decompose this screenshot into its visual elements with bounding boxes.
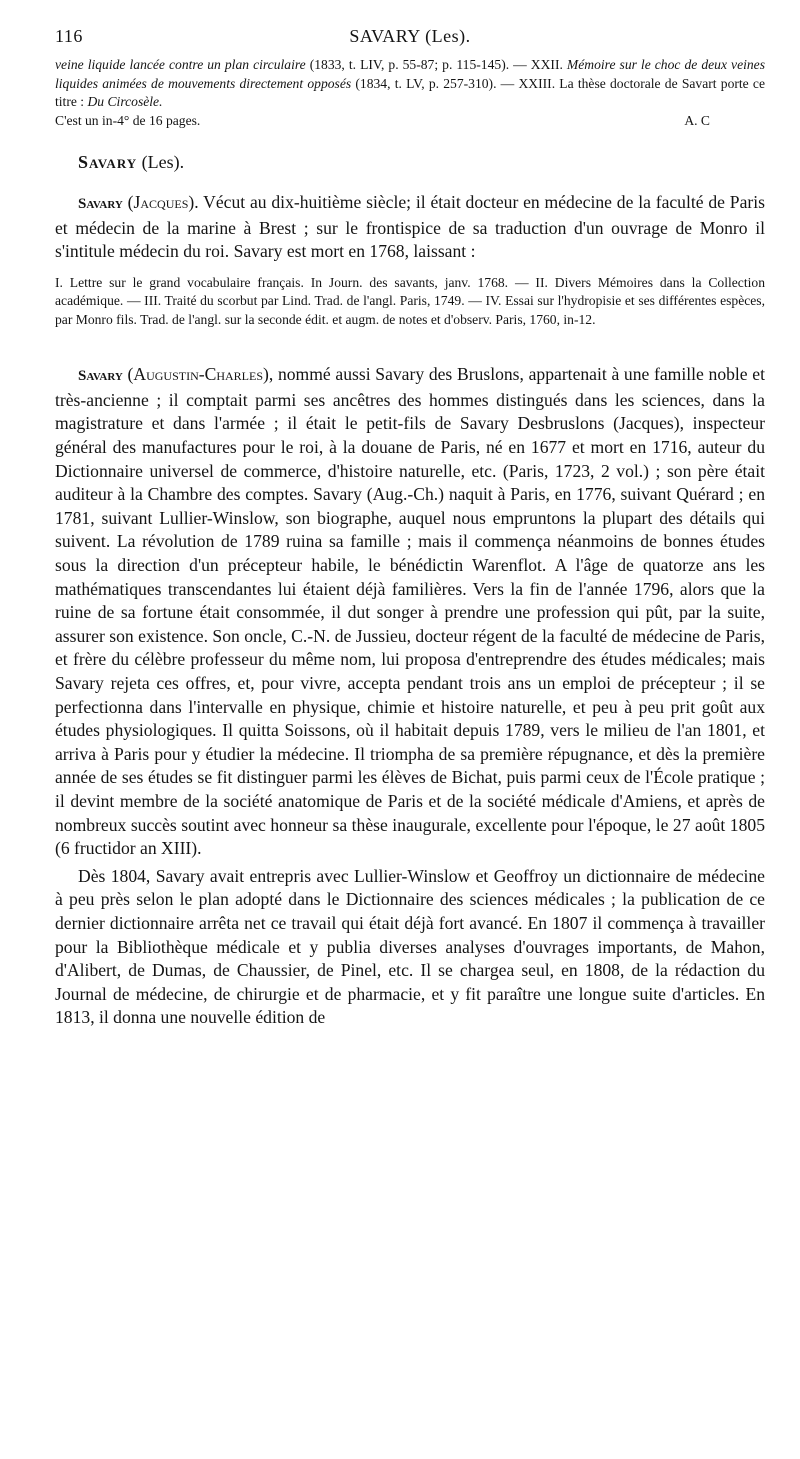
entry-augustin-paragraph-1 [55, 363, 765, 860]
entry-jacques-bibliography: I. Lettre sur le grand vocabulaire français. In Journ. des savants, janv. 1768. — II. Divers Mémoires dans la Collection académique. — III. Traité du scorbut par Lind. Trad. de l'angl. Paris, 1749. — IV. Essai sur l'hydropisie et ses différentes espèces, par Monro fils. Trad. de l'angl. sur la seconde édit. et augm. de notes et d'observ. Paris, 1760, in-12. [55, 274, 765, 327]
entry-jacques-text: Vécut au dix-huitième siècle; il était docteur en médecine de la faculté de Paris et médecin de la marine à Brest ; sur le frontispice de sa traduction d'un ouvrage de Monro il s'intitule médecin du roi. Savary est mort en 1768, laissant : [55, 192, 765, 262]
entry-augustin-name: Savary [78, 368, 123, 385]
entry-jacques [55, 191, 765, 264]
entry-augustin-forename: (Augustin-Charles), [122, 364, 274, 385]
entry-augustin-text-1: nommé aussi Savary des Bruslons, appartenait à une famille noble et très-ancienne ; il comptait parmi ses ancêtres des hommes distingués dans les sciences, dans la magistrature et dans l'armée ; il était le petit-fils de Savary Desbruslons (Jacques), inspecteur général des manufactures pour le roi, à la douane de Paris, né en 1677 et mort en 1716, auteur du Dictionnaire universel de commerce, d'histoire naturelle, etc. (Paris, 1723, 2 vol.) ; son père était auditeur à la Chambre des comptes. Savary (Aug.-Ch.) naquit à Paris, en 1776, suivant Quérard ; en 1781, suivant Lullier-Winslow, son biographe, auquel nous empruntons la plupart des détails qui suivent. La révolution de 1789 ruina sa famille ; mais il commença néanmoins de bonnes études sous la direction d'un précepteur habile, le bénédictin Warenflot. A l'âge de quatorze ans les mathématiques transcendantes lui étaient déjà familières. Vers la fin de l'année 1796, alors que la ruine de sa fortune était consommée, il dut songer à prendre une profession qui pût, par la suite, assurer son existence. Son oncle, C.-N. de Jussieu, docteur régent de la faculté de médecine de Paris, et frère du célèbre professeur du même nom, lui proposa d'entreprendre des études médicales; mais Savary rejeta ces offres, et, pour vivre, accepta pendant trois ans un emploi de précepteur ; il se perfectionna dans l'intervalle en physique, chimie et histoire naturelle, et peu à peu prit goût aux études physiologiques. Il quitta Soissons, où il habitait depuis 1789, vers le milieu de l'an 1801, et arriva à Paris pour y étudier la médecine. Il triompha de sa première répugnance, et dès la première année de ses études se fit distinguer parmi les élèves de Bichat, puis parmi ceux de l'École pratique ; il devint membre de la société anatomique de Paris et de la société médicale d'Amiens, et après de nombreux succès soutint avec honneur sa thèse inaugurale, excellente pour l'époque, le 27 août 1805 (6 fructidor an XIII). [55, 364, 765, 859]
running-title: SAVARY (Les). [349, 26, 471, 46]
section-heading-rest: (Les). [137, 152, 185, 172]
fragment-line3-text: (1834, t. LV, p. 257-310). — XXIII. La thèse doctorale de Savart porte ce titre : [55, 75, 765, 109]
author-signature: A. C [684, 112, 710, 128]
document-page [55, 26, 765, 1030]
fragment-line3-italic: Du Circosèle. [87, 94, 163, 109]
section-heading [78, 152, 765, 173]
previous-entry-fragment [55, 56, 765, 130]
fragment-line1-italic: veine liquide lancée contre un plan circulaire [55, 57, 306, 72]
page-number: 116 [55, 26, 83, 46]
entry-jacques-forename: (Jacques). [122, 192, 199, 212]
section-heading-name: Savary [78, 152, 138, 172]
fragment-line4: C'est un in-4° de 16 pages. [55, 112, 201, 128]
fragment-line2-italic: Mémoire sur le choc de deux veines liquides animées de mouvements directement opposés [55, 57, 765, 91]
fragment-line1-rest: (1833, t. LIV, p. 55-87; p. 115-145). — XXII. [305, 57, 563, 72]
page-header [55, 26, 765, 50]
entry-augustin-paragraph-2: Dès 1804, Savary avait entrepris avec Lullier-Winslow et Geoffroy un dictionnaire de médecine à peu près selon le plan adopté dans le Dictionnaire des sciences médicales ; la publication de ce dernier dictionnaire arrêta net ce travail qui était déjà fort avancé. En 1807 il commença à travailler pour la Bibliothèque médicale et y publia diverses analyses d'ouvrages importants, de Mahon, d'Alibert, de Dumas, de Chaussier, de Pinel, etc. Il se chargea seul, en 1808, de la rédaction du Journal de médecine, de chirurgie et de pharmacie, et y fit paraître une longue suite d'articles. En 1813, il donna une nouvelle édition de [55, 865, 765, 1028]
entry-jacques-name: Savary [78, 196, 123, 212]
